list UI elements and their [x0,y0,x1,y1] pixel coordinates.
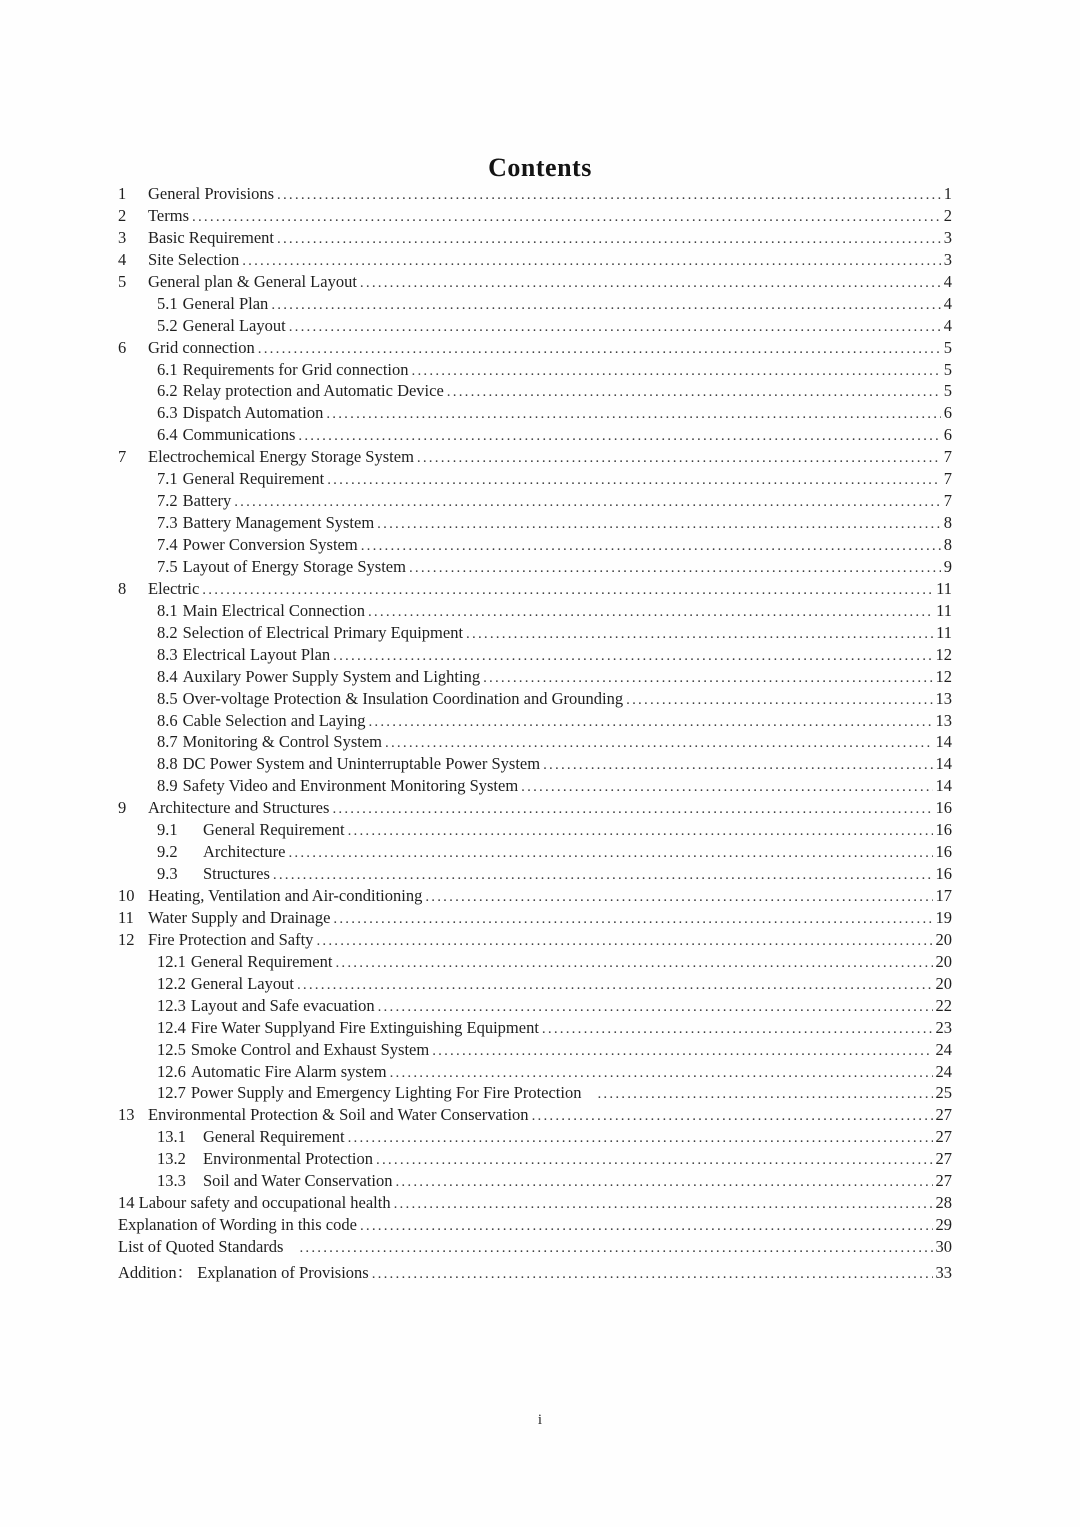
toc-entry-label: Requirements for Grid connection [182,359,409,379]
toc-entry-label: Architecture and Structures [148,798,330,818]
toc-entry-label: Battery Management System [182,513,375,533]
toc-entry-label: General Provisions [148,184,275,203]
toc-entry-page: 20 [935,929,952,949]
toc-entry [118,974,952,996]
toc-entry-number: 8.3 [157,644,178,664]
dot-leader [368,601,933,621]
dot-leader [376,1149,932,1169]
table-of-contents [118,184,952,1281]
dot-leader [378,996,933,1016]
toc-entry-label: Soil and Water Conservation [203,1171,393,1191]
toc-entry [118,228,952,250]
dot-leader [277,228,941,248]
toc-entry-label: Heating, Ventilation and Air-conditioning [148,886,423,905]
toc-entry-number: 1 [118,184,127,203]
toc-entry-page: 28 [935,1193,952,1213]
toc-entry-number: 12.5 [157,1039,186,1059]
toc-entry-number: 9.1 [157,820,178,840]
toc-entry [118,798,952,820]
dot-leader [368,711,932,731]
toc-entry-label: General plan & General Layout [148,271,357,291]
dot-leader [335,952,932,972]
dot-leader [447,381,941,401]
dot-leader [258,338,941,358]
toc-entry-label: Power Conversion System [182,535,358,554]
toc-entry-page: 7 [943,447,952,467]
toc-entry-number: 8.1 [157,600,178,620]
toc-entry-page: 13 [935,710,952,730]
toc-entry-page: 3 [943,227,952,247]
toc-entry [118,272,952,294]
dot-leader [288,842,932,862]
toc-entry-number: 12.4 [157,1017,186,1037]
dot-leader [333,908,932,928]
toc-entry [118,1215,952,1237]
toc-entry-page: 14 [935,776,952,796]
toc-entry-page: 16 [935,842,952,862]
toc-entry [118,711,952,733]
toc-entry-label: Structures [203,864,270,884]
toc-entry-number: 8.8 [157,754,178,774]
toc-entry-number: 8 [118,578,127,598]
toc-entry-page: 6 [943,425,952,445]
dot-leader [394,1193,933,1213]
toc-entry [118,864,952,886]
toc-entry-page: 11 [936,622,952,642]
dot-leader [360,272,941,292]
dot-leader [409,557,941,577]
toc-entry-label: Environmental Protection & Soil and Water Conservation [148,1105,529,1125]
toc-entry-number: 7 [118,447,127,467]
toc-entry [118,1193,952,1215]
toc-entry-page: 16 [935,798,952,818]
toc-entry-label: Addition： Explanation of Provisions [118,1262,369,1282]
toc-entry-number: 13 [118,1105,135,1125]
dot-leader [385,732,932,752]
toc-entry-number: 6.3 [157,403,178,423]
toc-entry-label: Layout and Safe evacuation [190,995,375,1015]
toc-entry-page: 8 [943,535,952,554]
toc-entry-page: 27 [935,1127,952,1147]
toc-entry-number: 3 [118,227,127,247]
toc-entry [118,491,952,513]
toc-entry-page: 24 [935,1061,952,1081]
toc-entry [118,535,952,557]
toc-entry [118,1127,952,1149]
toc-entry-page: 30 [935,1237,952,1256]
toc-entry [118,732,952,754]
dot-leader [297,974,933,994]
toc-entry-page: 2 [943,205,952,225]
toc-entry-page: 33 [935,1262,952,1282]
page-title: Contents [488,153,592,182]
toc-entry-page: 3 [943,249,952,269]
toc-entry-number: 12.1 [157,951,186,971]
toc-entry [118,1062,952,1084]
toc-entry-number: 9.3 [157,864,178,884]
toc-entry-label: Monitoring & Control System [182,732,383,752]
toc-entry [118,557,952,579]
toc-entry-number: 9 [118,798,127,818]
dot-leader [432,1040,932,1060]
toc-entry [118,886,952,908]
toc-entry-label: General Layout [182,315,286,335]
toc-entry-page: 7 [943,491,952,511]
toc-entry-number: 7.3 [157,513,178,533]
toc-entry-label: Electrical Layout Plan [182,644,331,664]
toc-entry-number: 12.3 [157,995,186,1015]
toc-entry-page: 19 [935,907,952,927]
toc-entry-number: 4 [118,249,127,269]
toc-entry [118,952,952,974]
toc-entry-page: 8 [943,513,952,533]
toc-entry-label: Over-voltage Protection & Insulation Coordination and Grounding [182,688,624,708]
toc-entry-label: General Plan [182,293,269,313]
toc-entry-page: 13 [935,688,952,708]
toc-entry-page: 12 [935,644,952,664]
toc-entry-label: Architecture [203,842,286,862]
toc-entry-number: 12 [118,929,135,949]
toc-entry-number: 7.4 [157,535,178,554]
dot-leader [542,1018,933,1038]
toc-entry [118,623,952,645]
toc-entry-page: 7 [943,469,952,489]
toc-entry-page: 5 [943,359,952,379]
dot-leader [316,930,932,950]
dot-leader [466,623,933,643]
toc-entry [118,601,952,623]
toc-entry-label: Power Supply and Emergency Lighting For Fire Protection [190,1083,582,1103]
toc-entry [118,294,952,316]
toc-entry-label: Cable Selection and Laying [182,710,366,730]
toc-entry-number: 7.2 [157,491,178,511]
toc-entry-number: 10 [118,886,135,905]
toc-entry-number: 8.7 [157,732,178,752]
toc-entry-number: 7.1 [157,469,178,489]
dot-leader [412,360,941,380]
dot-leader [242,250,941,270]
toc-entry-number: 6.1 [157,359,178,379]
toc-entry-number: 5 [118,271,127,291]
toc-entry-page: 1 [943,184,952,203]
toc-entry-label: Fire Water Supplyand Fire Extinguishing Equipment [190,1017,539,1037]
toc-entry [118,1105,952,1127]
toc-entry [118,776,952,798]
dot-leader [289,316,941,336]
toc-entry-label: Battery [182,491,232,511]
toc-entry-number: 12.6 [157,1061,186,1081]
toc-entry-number: 11 [118,907,134,927]
toc-entry-label: Explanation of Wording in this code [118,1215,357,1235]
dot-leader [348,820,933,840]
dot-leader [299,1237,932,1257]
toc-entry [118,338,952,360]
toc-entry-label: Dispatch Automation [182,403,324,423]
toc-entry-page: 16 [935,820,952,840]
toc-entry-label: General Requirement [203,820,345,840]
dot-leader [271,294,940,314]
dot-leader [192,206,941,226]
toc-entry-label: Automatic Fire Alarm system [190,1061,387,1081]
toc-entry-number: 6.2 [157,381,178,401]
toc-entry-page: 16 [935,864,952,884]
toc-entry [118,469,952,491]
toc-entry-label: General Requirement [182,469,325,489]
toc-entry-page: 14 [935,754,952,774]
dot-leader [626,689,932,709]
dot-leader [348,1127,933,1147]
toc-entry-label: Basic Requirement [148,227,275,247]
toc-entry-page: 17 [935,886,952,905]
toc-entry-label: List of Quoted Standards [118,1237,284,1256]
toc-entry-page: 4 [943,293,952,313]
toc-entry-page: 23 [935,1017,952,1037]
toc-entry-page: 4 [943,315,952,335]
dot-leader [202,579,933,599]
toc-entry-number: 7.5 [157,556,178,576]
toc-entry [118,403,952,425]
dot-leader [332,798,932,818]
dot-leader [395,1171,932,1191]
dot-leader [277,184,941,204]
toc-entry-page: 14 [935,732,952,752]
toc-entry [118,447,952,469]
toc-entry [118,579,952,601]
toc-entry-label: Environmental Protection [203,1149,374,1169]
toc-entry [118,667,952,689]
toc-entry-page: 27 [935,1149,952,1169]
toc-entry-number: 12.2 [157,973,186,993]
toc-entry [118,908,952,930]
toc-entry [118,360,952,382]
toc-entry-page: 24 [935,1039,952,1059]
dot-leader [361,535,941,555]
dot-leader [326,403,940,423]
toc-entry-number: 2 [118,205,127,225]
toc-entry-page: 20 [935,951,952,971]
toc-entry [118,820,952,842]
toc-entry-number: 8.5 [157,688,178,708]
toc-entry [118,425,952,447]
dot-leader [417,447,941,467]
dot-leader [532,1105,933,1125]
toc-entry-label: Grid connection [148,337,255,357]
toc-entry-page: 12 [935,666,952,686]
toc-entry-number: 6 [118,337,127,357]
toc-entry [118,250,952,272]
dot-leader [425,886,932,906]
toc-entry [118,1018,952,1040]
toc-entry-page: 5 [943,381,952,401]
toc-entry [118,206,952,228]
toc-entry [118,842,952,864]
toc-entry-label: Smoke Control and Exhaust System [190,1039,430,1059]
dot-leader [298,425,940,445]
toc-entry-number: 13.1 [157,1127,186,1147]
toc-entry [118,1171,952,1193]
toc-entry-label: Selection of Electrical Primary Equipment [182,622,464,642]
toc-entry-label: Safety Video and Environment Monitoring System [182,776,519,796]
toc-entry-page: 4 [943,271,952,291]
toc-entry-label: Relay protection and Automatic Device [182,381,444,401]
dot-leader [333,645,932,665]
toc-entry-label: DC Power System and Uninterruptable Power System [182,754,541,774]
dot-leader [273,864,933,884]
toc-entry [118,1083,952,1105]
dot-leader [360,1215,933,1235]
toc-entry-label: Fire Protection and Safty [148,929,314,949]
toc-entry [118,754,952,776]
dot-leader [327,469,941,489]
toc-entry-label: Electrochemical Energy Storage System [148,447,414,467]
toc-entry-page: 22 [935,995,952,1015]
toc-entry-label: Site Selection [148,249,240,269]
dot-leader [377,513,941,533]
toc-entry-number: 8.6 [157,710,178,730]
toc-entry [118,381,952,403]
footer-page-number: i [537,1412,543,1428]
toc-entry-number: 5.1 [157,293,178,313]
dot-leader [597,1083,932,1103]
toc-entry-page: 11 [936,578,952,598]
toc-entry-page: 5 [943,337,952,357]
toc-entry-label: Auxilary Power Supply System and Lighting [182,666,481,686]
dot-leader [521,776,932,796]
dot-leader [483,667,932,687]
toc-entry-page: 11 [936,600,952,620]
toc-entry [118,930,952,952]
toc-entry [118,645,952,667]
toc-entry-number: 13.2 [157,1149,186,1169]
toc-entry-number: 9.2 [157,842,178,862]
toc-entry [118,996,952,1018]
dot-leader [543,754,932,774]
dot-leader [234,491,941,511]
toc-entry-page: 6 [943,403,952,423]
toc-entry-label: Communications [182,425,296,445]
toc-entry-label: Terms [148,205,190,225]
toc-entry [118,1040,952,1062]
toc-entry-page: 27 [935,1105,952,1125]
toc-entry-number: 6.4 [157,425,178,445]
toc-entry-number: 12.7 [157,1083,186,1103]
toc-entry-page: 25 [935,1083,952,1103]
toc-entry-label: 14 Labour safety and occupational health [118,1193,391,1213]
toc-entry-page: 27 [935,1171,952,1191]
toc-entry-page: 29 [935,1215,952,1235]
toc-entry-number: 5.2 [157,315,178,335]
toc-entry-number: 8.9 [157,776,178,796]
toc-entry [118,513,952,535]
toc-entry-page: 9 [943,556,952,576]
toc-entry-number: 8.2 [157,622,178,642]
toc-entry-label: General Requirement [203,1127,345,1147]
toc-entry-label: General Layout [190,973,294,993]
toc-entry-page: 20 [935,973,952,993]
toc-entry-label: Water Supply and Drainage [148,907,331,927]
toc-entry [118,1237,952,1259]
toc-entry [118,316,952,338]
toc-entry-label: Main Electrical Connection [182,600,365,620]
toc-entry [118,1259,952,1281]
toc-entry-number: 13.3 [157,1171,186,1191]
toc-entry-label: General Requirement [190,951,333,971]
dot-leader [390,1062,933,1082]
toc-entry [118,1149,952,1171]
toc-entry-label: Electric [148,578,200,598]
toc-entry-number: 8.4 [157,666,178,686]
toc-entry [118,184,952,206]
toc-entry [118,689,952,711]
dot-leader [372,1263,933,1283]
toc-entry-label: Layout of Energy Storage System [182,556,406,576]
